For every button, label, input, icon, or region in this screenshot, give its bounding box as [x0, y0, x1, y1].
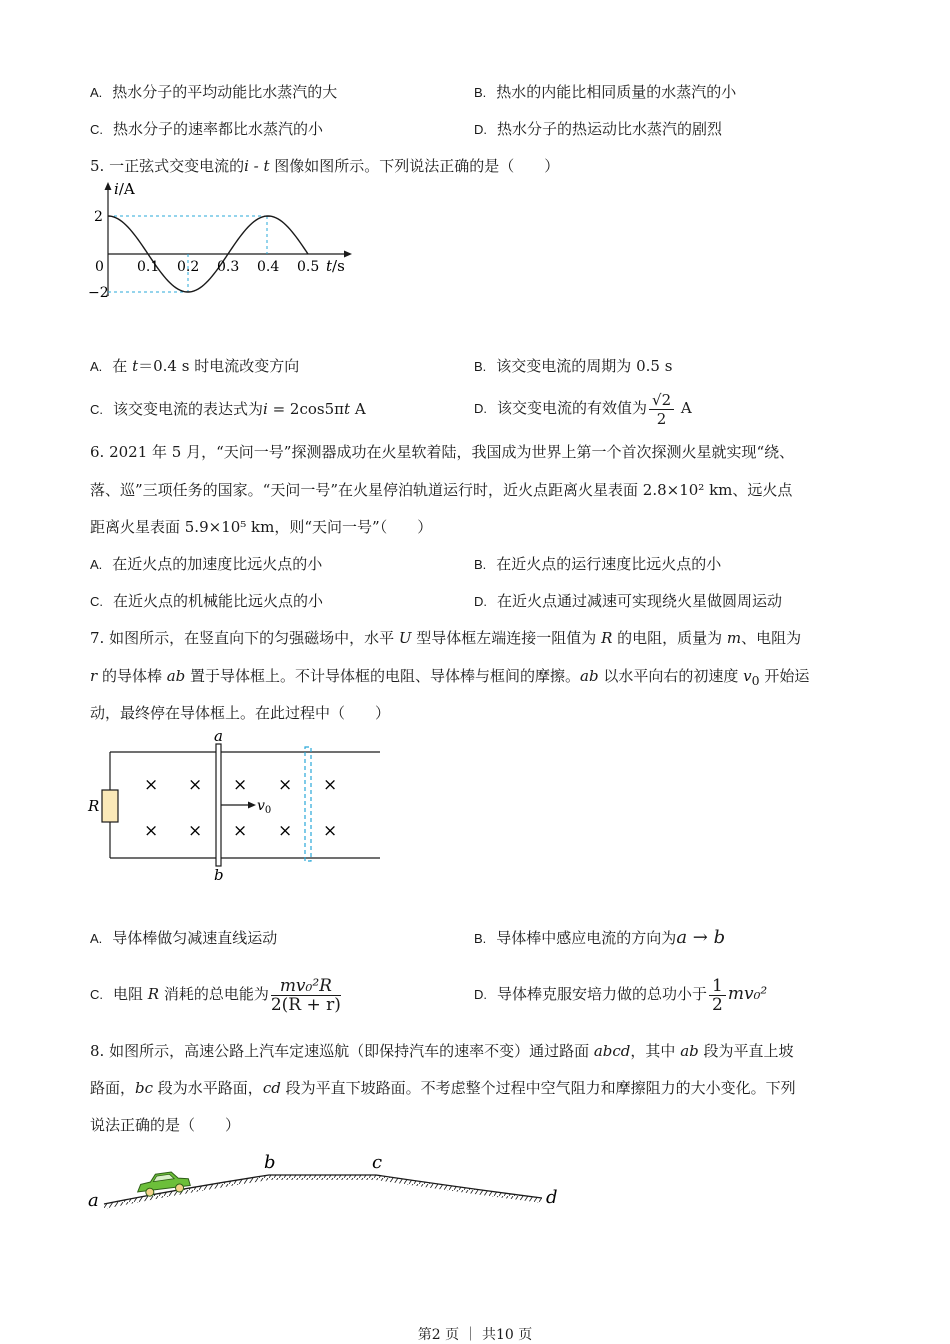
resistor-label: R	[88, 797, 100, 815]
option-letter: C.	[90, 122, 103, 137]
option-text: 热水分子的热运动比水蒸汽的剧烈	[497, 120, 723, 138]
field-cross: ×	[233, 775, 248, 795]
option-text: 该交变电流的有效值为	[497, 399, 648, 417]
x-tick-label: 0.2	[177, 259, 200, 275]
option-letter: A.	[90, 931, 103, 946]
option-letter: B.	[474, 85, 487, 100]
field-cross: ×	[188, 775, 203, 795]
q6-stem-line1: 6. 2021 年 5 月，“天问一号”探测器成功在火星软着陆，我国成为世界上第一个首次探测火星就实现“绕、	[90, 443, 795, 461]
q6-option-b	[474, 553, 721, 576]
option-letter: C.	[90, 987, 103, 1002]
x-axis-arrow	[344, 251, 352, 258]
stem-variable: ab	[166, 667, 186, 685]
q7-option-a	[90, 927, 277, 950]
fraction-denominator: 2(R + r)	[270, 994, 341, 1015]
field-cross: ×	[278, 821, 293, 841]
field-cross: ×	[233, 821, 248, 841]
field-cross: ×	[188, 821, 203, 841]
q8-stem-line3: 说法正确的是（ ）	[90, 1116, 241, 1134]
stem-text: 段为水平路面，	[153, 1079, 263, 1097]
final-rod-position	[305, 747, 311, 861]
option-variable: R	[147, 985, 160, 1003]
option-text: 导体棒做匀减速直线运动	[112, 929, 278, 947]
stem-text: ，其中	[630, 1042, 681, 1060]
option-text: 电阻	[113, 985, 148, 1003]
rod-label-a: a	[214, 727, 223, 745]
option-text: 在近火点通过减速可实现绕火星做圆周运动	[497, 592, 783, 610]
q6-option-d	[474, 590, 782, 613]
stem-text: 段为平直上坡	[698, 1042, 794, 1060]
page-footer: 第2 页 ｜ 共10 页	[417, 1327, 533, 1343]
stem-variable: r	[90, 667, 98, 685]
q5-stem	[90, 155, 559, 177]
option-letter: D.	[474, 122, 487, 137]
formula-text: A	[350, 400, 366, 418]
field-cross: ×	[278, 775, 293, 795]
option-letter: D.	[474, 987, 487, 1002]
q5-sine-graph	[80, 178, 370, 318]
field-cross: ×	[144, 775, 159, 795]
stem-subscript: 0	[751, 673, 760, 688]
fraction-numerator: 1	[709, 977, 726, 996]
option-text: 该交变电流的周期为 0.5 s	[496, 357, 673, 375]
q7-stem-line3: 动，最终停在导体框上。在此过程中（ ）	[90, 704, 391, 722]
option-text: 在近火点的机械能比远火点的小	[113, 592, 324, 610]
option-text: 在近火点的加速度比远火点的小	[112, 555, 323, 573]
q6-option-a	[90, 553, 322, 576]
option-text: 热水分子的速率都比水蒸汽的小	[113, 120, 324, 138]
q7-circuit-figure	[80, 727, 390, 890]
field-cross: ×	[323, 775, 338, 795]
option-text: 导体棒克服安培力做的总功小于	[497, 985, 708, 1003]
fraction-denominator: 2	[712, 994, 723, 1015]
q5-option-b	[474, 355, 672, 378]
stem-variable: bc	[135, 1079, 154, 1097]
option-letter: A.	[90, 557, 103, 572]
point-d-label: d	[546, 1187, 558, 1208]
q6-stem-line2: 落、巡”三项任务的国家。“天问一号”在火星停泊轨道运行时，近火点距离火星表面 2.8×10² km、远火点	[90, 481, 793, 499]
q8-stem-line1	[90, 1040, 794, 1062]
q4-option-d	[474, 118, 722, 141]
option-formula: a → b	[676, 927, 726, 948]
stem-variable: v	[743, 667, 752, 685]
stem-variable: i - t	[244, 157, 270, 175]
q5-option-d	[474, 388, 692, 429]
q5-option-c	[90, 398, 366, 421]
option-text: A	[676, 399, 692, 417]
q7-stem-line2	[90, 665, 809, 692]
resistor	[102, 790, 118, 822]
point-a-label: a	[88, 1190, 99, 1211]
option-letter: D.	[474, 594, 487, 609]
stem-variable: R	[601, 629, 613, 647]
option-letter: A.	[90, 359, 103, 374]
fraction	[649, 391, 674, 428]
stem-variable: ab	[580, 667, 599, 685]
q4-option-a	[90, 81, 337, 104]
fraction-numerator: √2	[649, 391, 674, 410]
x-tick-label: 0.1	[137, 259, 160, 275]
stem-text: 图像如图所示。下列说法正确的是（ ）	[269, 157, 560, 175]
stem-text: 以水平向右的初速度	[598, 667, 744, 685]
option-letter: A.	[90, 85, 103, 100]
fraction-denominator: 2	[656, 409, 667, 428]
q7-option-b	[474, 927, 725, 950]
q8-stem-line2	[90, 1077, 796, 1099]
formula-var: i	[263, 400, 268, 418]
option-letter: D.	[474, 401, 487, 416]
stem-text: 、电阻为	[741, 629, 802, 647]
stem-variable: abcd	[593, 1042, 631, 1060]
field-cross: ×	[144, 821, 159, 841]
stem-text: 的导体棒	[97, 667, 167, 685]
stem-text: 开始运	[759, 667, 810, 685]
x-label: t/s	[326, 257, 345, 275]
q6-option-c	[90, 590, 323, 613]
q8-road-figure	[84, 1148, 564, 1218]
q7-stem-line1	[90, 627, 801, 649]
rod-label-b: b	[214, 866, 224, 884]
q6-stem-line3: 距离火星表面 5.9×10⁵ km，则“天问一号”（ ）	[90, 518, 433, 536]
option-text: 消耗的总电能为	[159, 985, 269, 1003]
stem-text: 7. 如图所示，在竖直向下的匀强磁场中，水平	[90, 629, 399, 647]
fraction	[709, 977, 726, 1014]
stem-variable: m	[726, 629, 742, 647]
x-tick-label: 0.5	[297, 259, 320, 275]
option-text: 热水分子的平均动能比水蒸汽的大	[112, 83, 338, 101]
option-letter: C.	[90, 594, 103, 609]
point-c-label: c	[372, 1152, 383, 1173]
x-tick-label: 0.3	[217, 259, 240, 275]
q4-option-c	[90, 118, 323, 141]
option-text: 在近火点的运行速度比远火点的小	[496, 555, 722, 573]
stem-text: 型导体框左端连接一阻值为	[411, 629, 602, 647]
stem-text: 置于导体框上。不计导体框的电阻、导体棒与框间的摩擦。	[185, 667, 581, 685]
q7-option-d	[474, 972, 767, 1017]
option-letter: B.	[474, 557, 487, 572]
point-b-label: b	[264, 1152, 276, 1173]
option-text: 该交变电流的表达式为	[113, 400, 264, 418]
stem-text: 段为平直下坡路面。不考虑整个过程中空气阻力和摩擦阻力的大小变化。下列	[280, 1079, 796, 1097]
stem-text: 8. 如图所示，高速公路上汽车定速巡航（即保持汽车的速率不变）通过路面	[90, 1042, 594, 1060]
x-tick-label: 0.4	[257, 259, 280, 275]
origin-label: 0	[95, 259, 104, 275]
q5-option-a	[90, 355, 299, 378]
y-axis-arrow	[105, 182, 112, 190]
option-letter: B.	[474, 359, 487, 374]
stem-text: 的电阻，质量为	[612, 629, 727, 647]
velocity-arrowhead	[248, 802, 256, 809]
formula-var: t	[344, 400, 351, 418]
y-tick-min: −2	[88, 285, 109, 301]
stem-variable: U	[398, 629, 412, 647]
option-letter: B.	[474, 931, 487, 946]
q4-option-b	[474, 81, 736, 104]
option-variable: t	[132, 357, 139, 375]
velocity-label: $v_0$	[257, 798, 272, 816]
y-tick-max: 2	[94, 209, 103, 225]
formula-text: = 2cos5π	[267, 400, 345, 418]
option-text: 在	[112, 357, 128, 375]
option-text: 导体棒中感应电流的方向为	[496, 929, 677, 947]
fraction	[271, 977, 341, 1014]
option-text: ＝0.4 s 时电流改变方向	[138, 357, 300, 375]
stem-variable: ab	[680, 1042, 699, 1060]
option-formula: mv₀²	[727, 984, 768, 1004]
conductor-rod	[216, 744, 221, 866]
option-text: 热水的内能比相同质量的水蒸汽的小	[496, 83, 737, 101]
q7-option-c	[90, 972, 343, 1017]
stem-variable: cd	[262, 1079, 281, 1097]
fraction-numerator: mv₀²R	[271, 977, 341, 996]
y-label: i/A	[114, 180, 135, 198]
field-cross: ×	[323, 821, 338, 841]
option-letter: C.	[90, 402, 103, 417]
stem-text: 5. 一正弦式交变电流的	[90, 157, 245, 175]
stem-text: 路面，	[90, 1079, 136, 1097]
